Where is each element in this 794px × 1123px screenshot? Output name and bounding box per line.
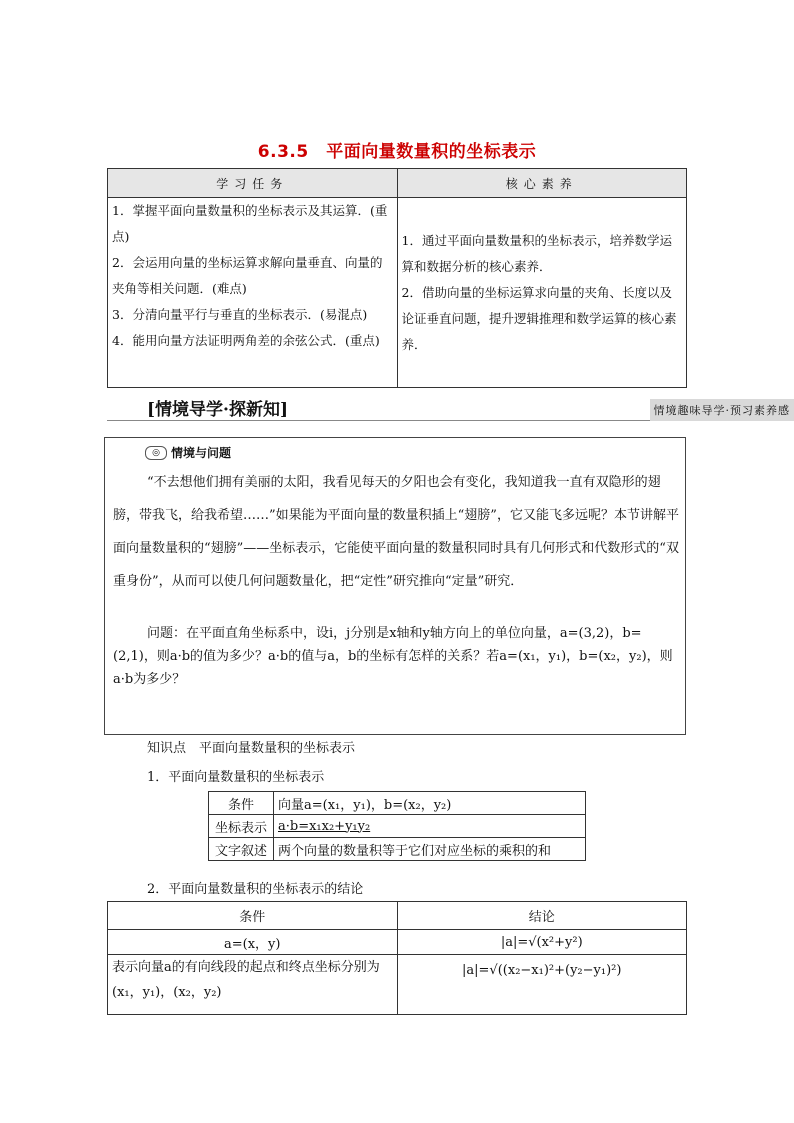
scenario-text: “不去想他们拥有美丽的太阳，我看见每天的夕阳也会有变化，我知道我一直有双隐形的翅膀，带我飞，给我希望……”如果能为平面向量的数量积插上“翅膀”，它又能飞多远呢？本节讲解平面向量数量积的“翅膀”——坐标表示，它能使平面向量的数量积同时具有几何形式和代数形式的“双重身份”，从而可以使几何问题数量化，把“定性”研究推向“定量”研究． [113, 475, 679, 589]
table-row [108, 930, 687, 955]
goals-left-cell [108, 198, 398, 388]
table-row [209, 792, 586, 815]
conclusion-table [107, 901, 687, 1015]
table-cell: 表示向量a的有向线段的起点和终点坐标分别为(x₁，y₁)，(x₂，y₂) [108, 955, 398, 1015]
goal-item: 2．会运用向量的坐标运算求解向量垂直、向量的夹角等相关问题．(难点) [112, 255, 383, 296]
goal-item: 1．掌握平面向量数量积的坐标表示及其运算．(重点) [112, 203, 388, 244]
section-tag: 情境趣味导学·预习素养感 [650, 399, 794, 421]
knowledge-heading: 知识点 平面向量数量积的坐标表示 [147, 741, 356, 756]
dot-product-table [208, 791, 586, 861]
table-cell: 文字叙述 [209, 838, 274, 861]
knowledge-sub1: 1．平面向量数量积的坐标表示 [147, 770, 325, 785]
table-cell: |a|=√(x²+y²) [397, 930, 687, 955]
table-cell: |a|=√((x₂−x₁)²+(y₂−y₁)²) [397, 955, 687, 1015]
scenario-question: 问题：在平面直角坐标系中，设i，j分别是x轴和y轴方向上的单位向量，a=(3,2)，b=(2,1)，则a·b的值为多少？a·b的值与a，b的坐标有怎样的关系？若a=(x₁，y₁)，b=(x₂，y₂)，则a·b为多少？ [113, 626, 673, 687]
section-heading: [情境导学·探新知] [147, 400, 289, 420]
formula: a·b=x₁x₂+y₁y₂ [278, 818, 371, 834]
goals-right-cell [397, 198, 687, 388]
table-cell [274, 815, 586, 838]
speech-icon: ◎ [145, 446, 167, 460]
scenario-box [104, 437, 686, 735]
knowledge-sub2: 2．平面向量数量积的坐标表示的结论 [147, 882, 364, 897]
table-cell: 坐标表示 [209, 815, 274, 838]
table-header: 条件 [108, 902, 398, 930]
scenario-label [145, 444, 231, 461]
table-cell: 条件 [209, 792, 274, 815]
table-cell: a=(x，y) [108, 930, 398, 955]
table-row [108, 955, 687, 1015]
learning-goals-table [107, 168, 687, 388]
table-header-row [108, 902, 687, 930]
goal-item: 4．能用向量方法证明两角差的余弦公式．(重点) [112, 333, 380, 348]
table-header: 结论 [397, 902, 687, 930]
table-row [209, 815, 586, 838]
table-row [209, 838, 586, 861]
table-cell: 向量a=(x₁，y₁)，b=(x₂，y₂) [274, 792, 586, 815]
literacy-item: 1．通过平面向量数量积的坐标表示，培养数学运算和数据分析的核心素养． [401, 232, 672, 274]
table-cell: 两个向量的数量积等于它们对应坐标的乘积的和 [274, 838, 586, 861]
page-title: 6.3.5 平面向量数量积的坐标表示 [257, 142, 537, 162]
literacy-item: 2．借助向量的坐标运算求向量的夹角、长度以及论证垂直问题，提升逻辑推理和数学运算的核心素养． [401, 284, 677, 352]
goals-head-left: 学习任务 [108, 169, 398, 198]
goal-item: 3．分清向量平行与垂直的坐标表示．(易混点) [112, 307, 368, 322]
scenario-label-text: 情境与问题 [171, 446, 232, 460]
goals-head-right: 核心素养 [397, 169, 687, 198]
